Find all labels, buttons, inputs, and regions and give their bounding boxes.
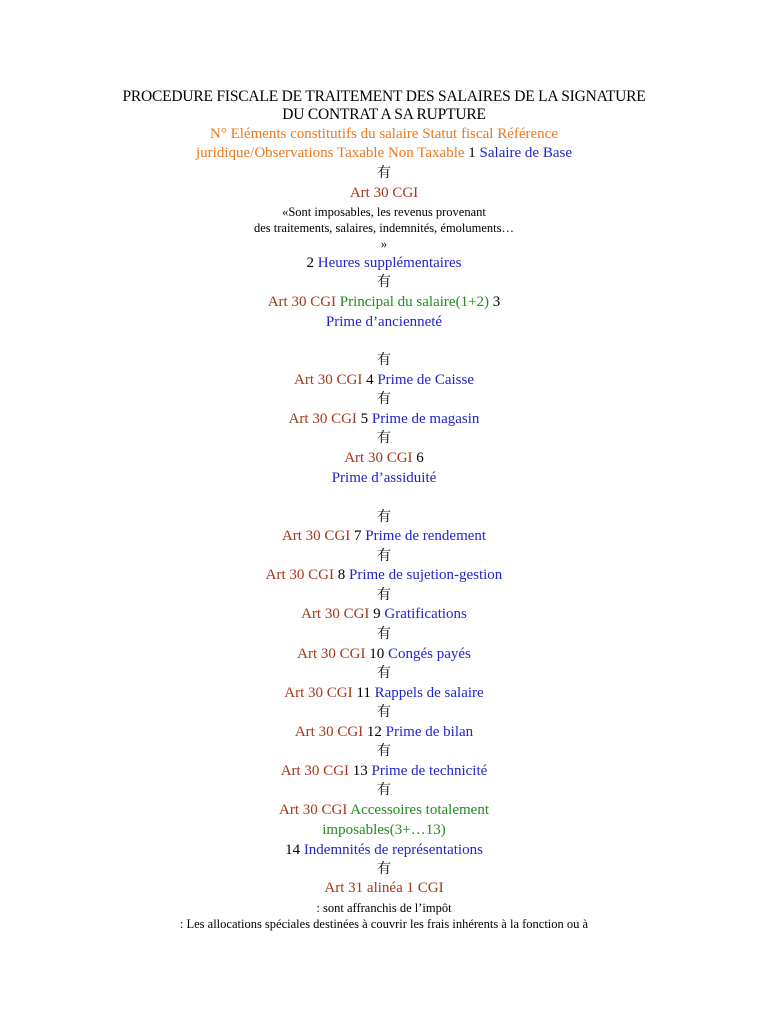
reference-art30: Art 30 CGI (349, 185, 419, 201)
row-8 (0, 566, 768, 586)
row-13 (0, 762, 768, 782)
taxable-mark: 有 (377, 861, 391, 877)
reference-art30: Art 30 CGI (301, 606, 370, 622)
reference-art30: Art 30 CGI (267, 294, 337, 310)
reference-art30: Art 30 CGI (265, 567, 334, 583)
taxable-mark: 有 (377, 548, 391, 564)
item-number: 3 (492, 294, 501, 310)
item-number: 14 (285, 842, 301, 858)
item-number: 9 (373, 606, 381, 622)
row-2 (0, 254, 768, 274)
item-number: 5 (360, 411, 369, 427)
doc-title-line-2: DU CONTRAT A SA RUPTURE (282, 106, 486, 123)
taxable-mark: 有 (377, 509, 391, 525)
quote-line-3: » (380, 237, 388, 251)
item-number: 6 (416, 450, 424, 466)
item-number: 11 (356, 685, 371, 701)
item-number: 7 (354, 528, 362, 544)
item-number: 2 (306, 255, 315, 271)
quote-line-2: des traitements, salaires, indemnités, émoluments… (253, 221, 514, 235)
row-5 (0, 410, 768, 430)
subtotal-label: Accessoires totalement (350, 802, 489, 818)
taxable-mark: 有 (377, 587, 391, 603)
item-label: Salaire de Base (479, 145, 572, 161)
item-number: 10 (369, 646, 385, 662)
row-14 (0, 841, 768, 861)
reference-art30: Art 30 CGI (281, 528, 351, 544)
item-label: Congés payés (387, 646, 471, 662)
reference-art30: Art 30 CGI (279, 802, 348, 818)
taxable-mark: 有 (377, 743, 391, 759)
taxable-mark: 有 (377, 430, 391, 446)
reference-art30: Art 30 CGI (344, 450, 413, 466)
item-label: Prime d’assiduité (331, 470, 437, 486)
taxable-mark: 有 (377, 352, 391, 368)
row-12 (0, 723, 768, 743)
reference-art30: Art 30 CGI (280, 763, 350, 779)
item-label: Prime de rendement (365, 528, 487, 544)
row-accessoires (0, 801, 768, 821)
taxable-mark: 有 (377, 782, 391, 798)
table-header-line-1: N° Eléments constitutifs du salaire Statut fiscal Référence (210, 126, 558, 142)
item-label: Prime de magasin (371, 411, 480, 427)
taxable-mark: 有 (377, 704, 391, 720)
item-label: Prime de Caisse (377, 372, 474, 388)
reference-art30: Art 30 CGI (288, 411, 357, 427)
taxable-mark: 有 (377, 274, 391, 290)
row-6 (0, 449, 768, 469)
subtotal-label-cont: imposables(3+…13) (322, 822, 446, 838)
reference-art30: Art 30 CGI (284, 685, 353, 701)
item-number: 12 (366, 724, 382, 740)
item-label: Heures supplémentaires (317, 255, 462, 271)
footer-line-1: : sont affranchis de l’impôt (316, 901, 452, 915)
table-header-columns: juridique/Observations Taxable Non Taxable (196, 145, 465, 161)
item-label: Rappels de salaire (374, 685, 484, 701)
item-label: Prime de bilan (385, 724, 474, 740)
reference-art30: Art 30 CGI (294, 372, 363, 388)
taxable-mark: 有 (377, 165, 391, 181)
item-label: Indemnités de représentations (303, 842, 483, 858)
taxable-mark: 有 (377, 391, 391, 407)
reference-art30: Art 30 CGI (294, 724, 364, 740)
row-principal (0, 293, 768, 313)
item-label: Prime de sujetion-gestion (349, 567, 503, 583)
taxable-mark: 有 (377, 665, 391, 681)
subtotal-label: Principal du salaire(1+2) (339, 294, 490, 310)
item-label: Prime d’ancienneté (325, 314, 443, 330)
quote-line-1: «Sont imposables, les revenus provenant (282, 205, 486, 219)
taxable-mark: 有 (377, 626, 391, 642)
item-number: 8 (337, 567, 346, 583)
item-number: 13 (352, 763, 368, 779)
item-number: 4 (366, 372, 374, 388)
row-11 (0, 684, 768, 704)
table-header-line-2 (0, 144, 768, 164)
item-number: 1 (468, 145, 476, 161)
row-4 (0, 371, 768, 391)
item-label: Prime de technicité (371, 763, 488, 779)
row-9 (0, 605, 768, 625)
row-7 (0, 527, 768, 547)
item-label: Gratifications (384, 606, 467, 622)
reference-art31: Art 31 alinéa 1 CGI (324, 880, 444, 896)
row-10 (0, 645, 768, 665)
doc-title-line-1: PROCEDURE FISCALE DE TRAITEMENT DES SALAIRES DE LA SIGNATURE (122, 88, 646, 105)
footer-line-2: : Les allocations spéciales destinées à couvrir les frais inhérents à la fonction ou à (179, 917, 589, 931)
reference-art30: Art 30 CGI (297, 646, 366, 662)
